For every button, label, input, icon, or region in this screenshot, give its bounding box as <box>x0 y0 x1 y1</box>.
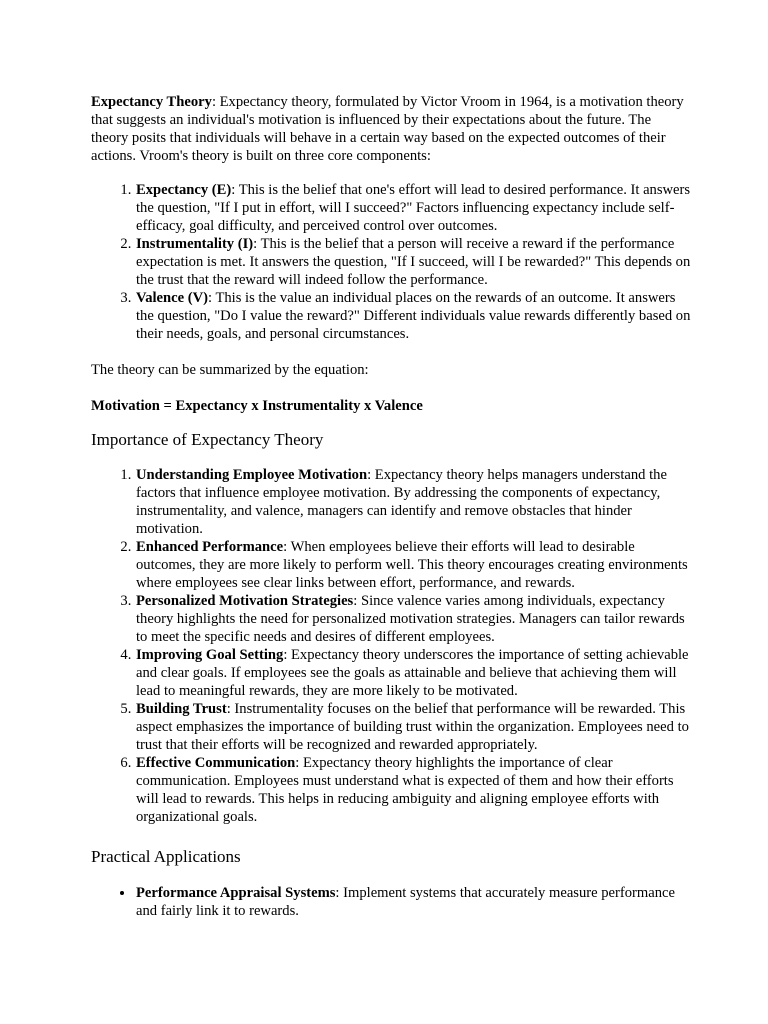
importance-text: : Expectancy theory highlights the importance of clear communication. Employees must understand what is expected of them and how their efforts will lead to rewards. This helps in reducing ambiguity and aligning employee efforts with organizational goals. <box>136 755 674 825</box>
importance-term: Enhanced Performance <box>136 539 284 555</box>
practical-text: : Implement systems that accurately measure performance and fairly link it to rewards. <box>136 885 675 919</box>
list-item <box>135 754 691 826</box>
importance-term: Improving Goal Setting <box>136 647 284 663</box>
practical-heading: Practical Applications <box>91 847 241 866</box>
importance-text: : Instrumentality focuses on the belief that performance will be rewarded. This aspect emphasizes the importance of building trust within the organization. Employees need to trust that their efforts will be recognized and rewarded appropriately. <box>136 701 689 753</box>
equation-intro: The theory can be summarized by the equation: <box>91 362 369 378</box>
equation: Motivation = Expectancy x Instrumentality x Valence <box>91 398 423 414</box>
importance-term: Building Trust <box>136 701 227 717</box>
component-text: : This is the belief that one's effort will lead to desired performance. It answers the question, "If I put in effort, will I succeed?" Factors influencing expectancy include self-efficacy, goal difficulty, and perceived control over outcomes. <box>136 182 691 234</box>
importance-list <box>91 466 691 826</box>
list-item <box>135 592 691 646</box>
list-item <box>135 181 691 235</box>
list-item <box>135 235 691 289</box>
intro-paragraph <box>91 93 691 165</box>
component-term: Expectancy (E) <box>136 182 232 198</box>
list-item <box>135 646 691 700</box>
list-item <box>135 884 691 920</box>
importance-text: : When employees believe their efforts will lead to desirable outcomes, they are more likely to perform well. This theory encourages creating environments where employees see clear links between effort, performance, and rewards. <box>136 539 688 591</box>
importance-text: : Expectancy theory underscores the importance of setting achievable and clear goals. If employees see the goals as attainable and believe that achieving them will lead to meaningful rewards, they are more likely to be motivated. <box>136 647 689 699</box>
document-body <box>91 93 691 920</box>
list-item <box>135 538 691 592</box>
intro-term: Expectancy Theory <box>91 94 212 110</box>
practical-list <box>91 884 691 920</box>
component-text: : This is the belief that a person will receive a reward if the performance expectation is met. It answers the question, "If I succeed, will I be rewarded?" This depends on the trust that the reward will indeed follow the performance. <box>136 236 691 288</box>
component-term: Valence (V) <box>136 290 209 306</box>
importance-heading: Importance of Expectancy Theory <box>91 430 324 449</box>
practical-term: Performance Appraisal Systems <box>136 885 336 901</box>
importance-term: Effective Communication <box>136 755 296 771</box>
list-item <box>135 289 691 343</box>
list-item <box>135 700 691 754</box>
list-item <box>135 466 691 538</box>
importance-text: : Expectancy theory helps managers understand the factors that influence employee motivation. By addressing the components of expectancy, instrumentality, and valence, managers can identify and remove obstacles that hinder motivation. <box>136 467 667 537</box>
component-text: : This is the value an individual places on the rewards of an outcome. It answers the question, "Do I value the reward?" Different individuals value rewards differently based on their needs, goals, and personal circumstances. <box>136 290 691 342</box>
importance-text: : Since valence varies among individuals, expectancy theory highlights the need for personalized motivation strategies. Managers can tailor rewards to meet the specific needs and desires of different employees. <box>136 593 685 645</box>
importance-term: Personalized Motivation Strategies <box>136 593 354 609</box>
components-list <box>91 181 691 343</box>
component-term: Instrumentality (I) <box>136 236 254 252</box>
importance-term: Understanding Employee Motivation <box>136 467 368 483</box>
intro-text: : Expectancy theory, formulated by Victor Vroom in 1964, is a motivation theory that suggests an individual's motivation is influenced by their expectations about the future. The theory posits that individuals will behave in a certain way based on the expected outcomes of their actions. Vroom's theory is built on three core components: <box>91 94 684 164</box>
